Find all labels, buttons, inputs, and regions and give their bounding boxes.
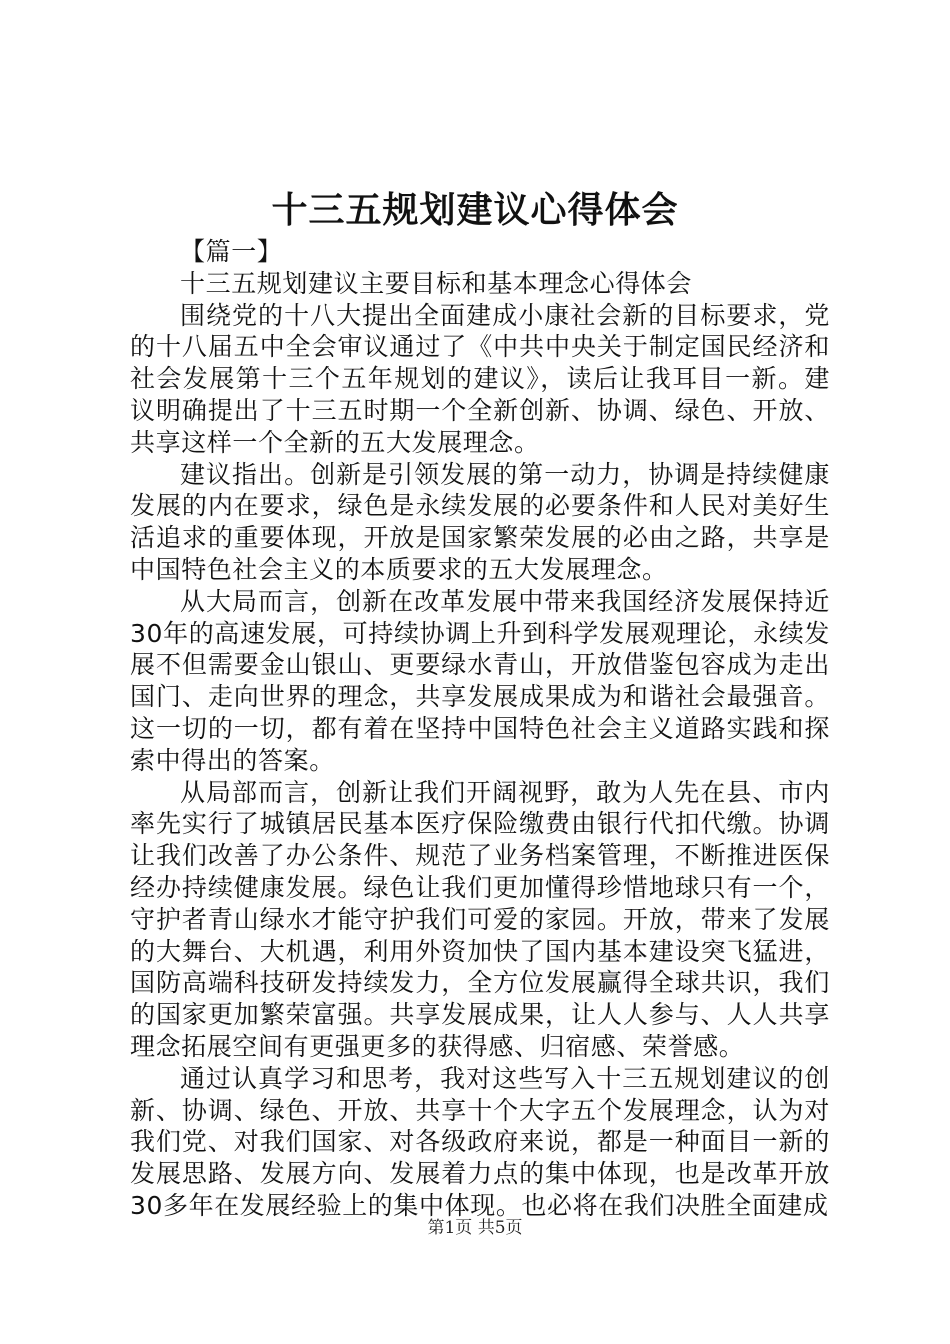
body-paragraph: 从大局而言，创新在改革发展中带来我国经济发展保持近30年的高速发展，可持续协调上升到科学发展观理论，永续发展不但需要金山银山、更要绿水青山，开放借鉴包容成为走出国门、走向世界的理念，共享发展成果成为和谐社会最强音。这一切的一切，都有着在坚持中国特色社会主义道路实践和探索中得出的答案。 (130, 586, 830, 775)
document-subtitle: 十三五规划建议主要目标和基本理念心得体会 (180, 268, 693, 298)
document-body (130, 236, 830, 1222)
body-paragraph: 从局部而言，创新让我们开阔视野，敢为人先在县、市内率先实行了城镇居民基本医疗保险缴费由银行代扣代缴。协调让我们改善了办公条件、规范了业务档案管理，不断推进医保经办持续健康发展。绿色让我们更加懂得珍惜地球只有一个，守护者青山绿水才能守护我们可爱的家园。开放，带来了发展的大舞台、大机遇，利用外资加快了国内基本建设突飞猛进，国防高端科技研发持续发力，全方位发展赢得全球共识，我们的国家更加繁荣富强。共享发展成果，让人人参与、人人共享理念拓展空间有更强更多的获得感、归宿感、荣誉感。 (130, 777, 830, 1061)
body-paragraph: 通过认真学习和思考，我对这些写入十三五规划建议的创新、协调、绿色、开放、共享十个大字五个发展理念，认为对我们党、对我们国家、对各级政府来说，都是一种面目一新的发展思路、发展方向、发展着力点的集中体现，也是改革开放30多年在发展经验上的集中体现。也必将在我们决胜全面建成 (130, 1063, 830, 1220)
page-footer: 第1页 共5页 (427, 1218, 523, 1238)
section-marker: 【篇一】 (180, 237, 283, 266)
body-paragraph: 建议指出。创新是引领发展的第一动力，协调是持续健康发展的内在要求，绿色是永续发展的必要条件和人民对美好生活追求的重要体现，开放是国家繁荣发展的必由之路，共享是中国特色社会主义的本质要求的五大发展理念。 (130, 459, 830, 584)
document-title: 十三五规划建议心得体会 (271, 189, 679, 231)
body-paragraph: 围绕党的十八大提出全面建成小康社会新的目标要求，党的十八届五中全会审议通过了《中共中央关于制定国民经济和社会发展第十三个五年规划的建议》，读后让我耳目一新。建议明确提出了十三五时期一个全新创新、协调、绿色、开放、共享这样一个全新的五大发展理念。 (130, 300, 830, 457)
